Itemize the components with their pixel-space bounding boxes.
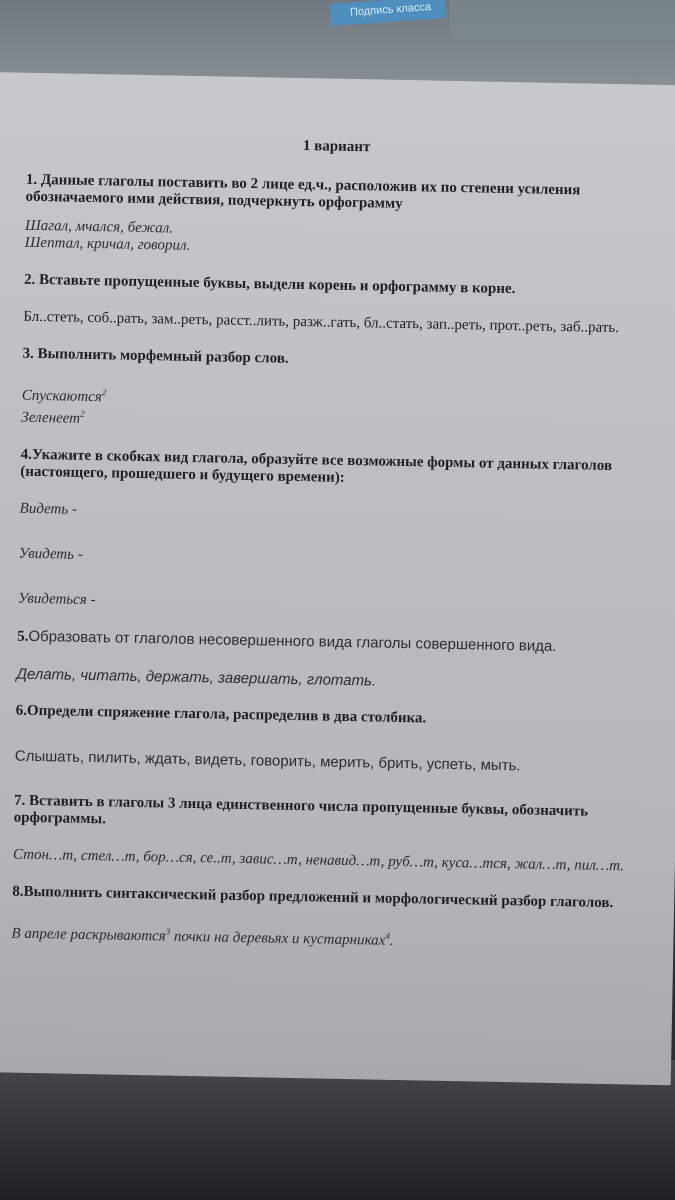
task-1-line-2: Шептал, кричал, говорил. bbox=[24, 234, 191, 254]
task-4-line-1: Видеть - bbox=[19, 500, 78, 518]
worksheet-paper bbox=[0, 72, 675, 1085]
task-8-part-1: В апреле раскрываются bbox=[11, 925, 166, 945]
worksheet-content bbox=[11, 133, 646, 955]
task-4-line-2: Увидеть - bbox=[18, 545, 83, 563]
task-5-heading-text: Образовать от глаголов несовершенного вида глаголы совершенного вида. bbox=[28, 627, 557, 655]
task-6-heading: 6.Определи спряжение глагола, распределив в два столбика. bbox=[15, 702, 427, 727]
corner-sticker: Подпись класса bbox=[329, 0, 445, 26]
task-1-heading: 1. Данные глаголы поставить во 2 лице ед.ч., расположив их по степени усиления обозначаемого ими действия, подчеркнуть орфограмму bbox=[25, 171, 581, 212]
task-4-line-3: Увидеться - bbox=[17, 590, 96, 609]
task-2-line-1: Бл..стеть, соб..рать, зам..реть, расст..лить, разж..гать, бл..стать, зап..реть, прот..реть, заб..рать. bbox=[23, 308, 620, 337]
background-object bbox=[450, 0, 675, 40]
task-3-word-2-text: Зеленеет bbox=[21, 409, 81, 427]
task-7-heading: 7. Вставить в глаголы 3 лица единственного числа пропущенные буквы, обозначить орфограммы. bbox=[13, 792, 589, 828]
task-6-line-1: Слышать, пилить, ждать, видеть, говорить, мерить, брить, успеть, мыть. bbox=[14, 747, 521, 775]
task-4-heading: 4.Укажите в скобках вид глагола, образуйте все возможные формы от данных глаголов (настоящего, прошедшего и будущего времени): bbox=[20, 446, 613, 486]
task-8-part-3: . bbox=[389, 932, 394, 949]
task-8-mark-2: 4 bbox=[385, 930, 391, 941]
task-7-line-1: Стон…т, стел…т, бор…ся, се..т, завис…т, ненавид…т, руб…т, куса…тся, жал…т, пил…т. bbox=[12, 846, 625, 875]
task-3-word-1-mark: 2 bbox=[101, 387, 107, 398]
task-8-mark-1: 3 bbox=[165, 926, 171, 937]
task-2-heading: 2. Вставьте пропущенные буквы, выдели корень и орфограмму в корне. bbox=[23, 271, 516, 298]
task-3-heading: 3. Выполнить морфемный разбор слов. bbox=[22, 345, 289, 367]
task-5-line-1: Делать, читать, держать, завершать, глотать. bbox=[16, 665, 377, 690]
task-8-part-2: почки на деревьях и кустарниках bbox=[173, 928, 386, 949]
task-8-heading: 8.Выполнить синтаксический разбор предложений и морфологический разбор глаголов. bbox=[12, 883, 614, 912]
variant-title: 1 вариант bbox=[302, 138, 371, 156]
task-1-line-1: Шагал, мчался, бежал. bbox=[24, 217, 174, 237]
task-5-number: 5. bbox=[17, 628, 29, 645]
task-3-word-2-mark: 2 bbox=[80, 408, 85, 419]
task-3-word-1-text: Спускаются bbox=[21, 387, 102, 406]
